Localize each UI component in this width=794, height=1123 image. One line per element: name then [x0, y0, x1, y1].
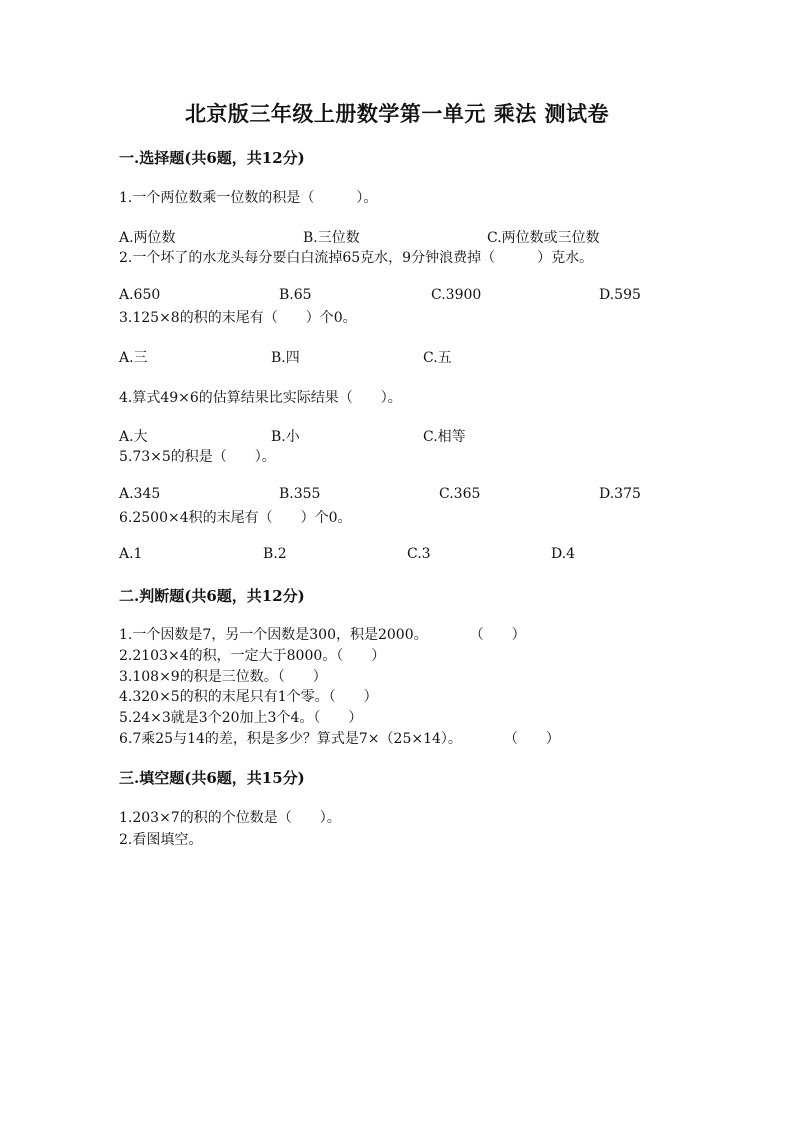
page-title: 北京版三年级上册数学第一单元 乘法 测试卷	[184, 101, 610, 126]
choice-q2-option-c: C.3900	[431, 287, 482, 303]
fill-q1: 1.203×7的积的个位数是（ ）。	[119, 810, 341, 826]
choice-q1-option-b: B.三位数	[303, 230, 360, 246]
section-judge-heading: 二.判断题(共6题，共12分)	[119, 587, 305, 605]
choice-q1-option-a: A.两位数	[119, 230, 176, 246]
choice-q2-option-b: B.65	[279, 287, 312, 303]
choice-q1: 1.一个两位数乘一位数的积是（ ）。	[119, 190, 378, 206]
choice-q5-option-b: B.355	[279, 486, 321, 502]
choice-q1-option-c: C.两位数或三位数	[487, 230, 600, 246]
judge-q2: 2.2103×4的积，一定大于8000。（ ）	[119, 648, 386, 664]
choice-q3-option-c: C.五	[423, 350, 452, 366]
judge-q1: 1.一个因数是7，另一个因数是300，积是2000。 （ ）	[119, 627, 526, 643]
choice-q4-option-c: C.相等	[423, 429, 466, 445]
choice-q4: 4.算式49×6的估算结果比实际结果（ ）。	[119, 390, 402, 406]
choice-q5: 5.73×5的积是（ ）。	[119, 449, 276, 465]
judge-q5: 5.24×3就是3个20加上3个4。（ ）	[119, 710, 363, 726]
judge-q4: 4.320×5的积的末尾只有1个零。（ ）	[119, 689, 378, 705]
choice-q6-option-d: D.4	[551, 546, 576, 562]
choice-q6-option-b: B.2	[263, 546, 287, 562]
section-fill-heading: 三.填空题(共6题，共15分)	[119, 769, 305, 787]
section-choice-heading: 一.选择题(共6题，共12分)	[119, 149, 305, 167]
choice-q6-option-a: A.1	[119, 546, 143, 562]
choice-q6-option-c: C.3	[407, 546, 431, 562]
choice-q3-option-a: A.三	[119, 350, 148, 366]
choice-q6: 6.2500×4积的末尾有（ ）个0。	[119, 510, 352, 526]
choice-q4-option-b: B.小	[271, 429, 300, 445]
choice-q2-option-a: A.650	[119, 287, 161, 303]
choice-q5-option-d: D.375	[599, 486, 641, 502]
choice-q5-option-a: A.345	[119, 486, 161, 502]
fill-q2: 2.看图填空。	[119, 832, 203, 848]
choice-q5-option-c: C.365	[439, 486, 481, 502]
judge-q6: 6.7乘25与14的差，积是多少？算式是7×（25×14）。 （ ）	[119, 731, 560, 747]
choice-q2-option-d: D.595	[599, 287, 641, 303]
choice-q3: 3.125×8的积的末尾有（ ）个0。	[119, 310, 357, 326]
choice-q2: 2.一个坏了的水龙头每分要白白流掉65克水，9分钟浪费掉（ ）克水。	[119, 250, 594, 266]
judge-q3: 3.108×9的积是三位数。（ ）	[119, 669, 327, 685]
choice-q4-option-a: A.大	[119, 429, 148, 445]
choice-q3-option-b: B.四	[271, 350, 300, 366]
